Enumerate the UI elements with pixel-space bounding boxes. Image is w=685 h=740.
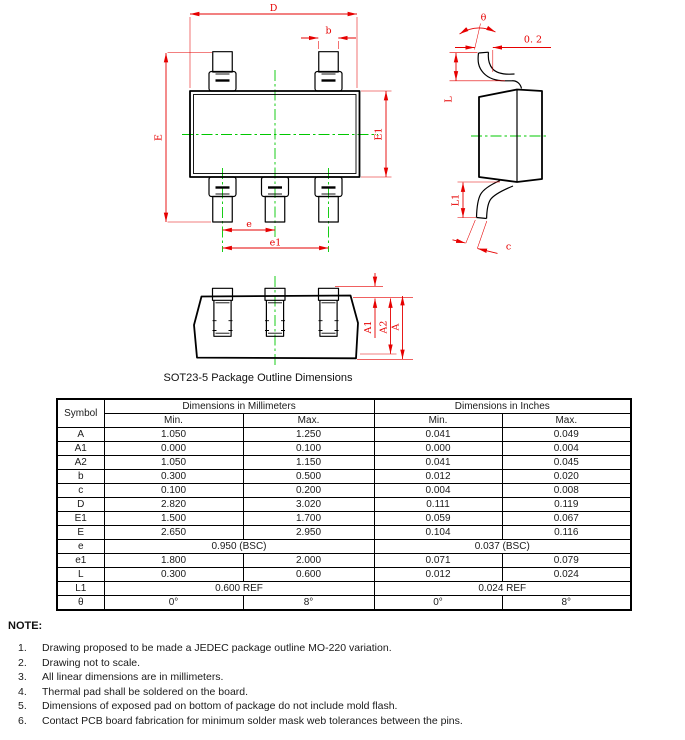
value-cell-span: 0.950 (BSC) — [104, 540, 374, 554]
symbol-cell: c — [57, 484, 104, 498]
value-cell: 1.050 — [104, 428, 243, 442]
dim-label-c: c — [505, 241, 512, 253]
note-text: All linear dimensions are in millimeters. — [42, 671, 224, 684]
symbol-cell: A2 — [57, 456, 104, 470]
value-cell: 0.500 — [243, 470, 374, 484]
note-item — [18, 714, 463, 729]
top-pin-left — [209, 52, 236, 91]
table-row — [57, 526, 631, 540]
table-row — [57, 442, 631, 456]
value-cell: 0.067 — [502, 512, 631, 526]
table-row — [57, 484, 631, 498]
table-row — [57, 428, 631, 442]
note-text: Drawing not to scale. — [42, 656, 141, 669]
note-item — [18, 641, 463, 656]
dim-label-A2: A2 — [378, 320, 390, 334]
value-cell: 1.500 — [104, 512, 243, 526]
dim-label-L: L — [443, 96, 455, 103]
note-item — [18, 685, 463, 700]
value-cell: 0.000 — [374, 442, 502, 456]
value-cell: 0.045 — [502, 456, 631, 470]
dim-label-L1: L1 — [450, 193, 462, 207]
value-cell: 0.020 — [502, 470, 631, 484]
value-cell: 1.800 — [104, 554, 243, 568]
note-number: 6. — [18, 714, 27, 727]
value-cell: 1.050 — [104, 456, 243, 470]
value-cell: 0.104 — [374, 526, 502, 540]
value-cell: 3.020 — [243, 498, 374, 512]
table-row — [57, 498, 631, 512]
symbol-cell: A1 — [57, 442, 104, 456]
table-row — [57, 554, 631, 568]
dim-line-c — [453, 240, 466, 243]
table-subheader-row — [57, 414, 631, 428]
value-cell: 0° — [374, 596, 502, 611]
value-cell: 0.079 — [502, 554, 631, 568]
symbol-cell: L1 — [57, 582, 104, 596]
symbol-cell: θ — [57, 596, 104, 611]
value-cell: 0.004 — [374, 484, 502, 498]
header-in-min: Min. — [374, 414, 502, 428]
value-cell: 1.250 — [243, 428, 374, 442]
dim-label-E: E — [153, 134, 165, 141]
value-cell: 0.012 — [374, 470, 502, 484]
value-cell-span: 0.037 (BSC) — [374, 540, 631, 554]
header-mm-max: Max. — [243, 414, 374, 428]
value-cell: 0.100 — [104, 484, 243, 498]
value-cell: 0.116 — [502, 526, 631, 540]
table-row — [57, 456, 631, 470]
note-item — [18, 699, 463, 714]
value-cell: 0.000 — [104, 442, 243, 456]
symbol-cell: A — [57, 428, 104, 442]
symbol-cell: E — [57, 526, 104, 540]
value-cell: 0.300 — [104, 568, 243, 582]
dim-label-gauge: 0. 2 — [523, 34, 543, 46]
symbol-cell: e1 — [57, 554, 104, 568]
note-text: Drawing proposed to be made a JEDEC package outline MO-220 variation. — [42, 642, 392, 654]
header-in-group: Dimensions in Inches — [374, 399, 631, 414]
table-row — [57, 540, 631, 554]
table-row — [57, 568, 631, 582]
value-cell: 8° — [243, 596, 374, 611]
value-cell: 1.700 — [243, 512, 374, 526]
side-view — [444, 13, 552, 254]
value-cell-span: 0.024 REF — [374, 582, 631, 596]
value-cell: 0.049 — [502, 428, 631, 442]
value-cell: 0.004 — [502, 442, 631, 456]
note-item — [18, 670, 463, 685]
note-number: 2. — [18, 656, 27, 669]
header-mm-group: Dimensions in Millimeters — [104, 399, 374, 414]
value-cell: 2.650 — [104, 526, 243, 540]
notes-heading: NOTE: — [8, 620, 43, 632]
value-cell: 0.012 — [374, 568, 502, 582]
value-cell: 0.008 — [502, 484, 631, 498]
note-item — [18, 656, 463, 671]
header-in-max: Max. — [502, 414, 631, 428]
value-cell: 0.119 — [502, 498, 631, 512]
value-cell: 0.200 — [243, 484, 374, 498]
value-cell: 2.820 — [104, 498, 243, 512]
table-row — [57, 470, 631, 484]
dim-label-theta: θ — [480, 12, 487, 24]
table-header-row — [57, 399, 631, 414]
value-cell: 0.600 — [243, 568, 374, 582]
dim-label-e: e — [246, 219, 252, 230]
front-body-outline — [194, 296, 358, 359]
header-symbol: Symbol — [57, 399, 104, 428]
note-number: 3. — [18, 671, 27, 684]
dim-label-b: b — [325, 25, 332, 37]
value-cell: 1.150 — [243, 456, 374, 470]
value-cell: 2.000 — [243, 554, 374, 568]
symbol-cell: E1 — [57, 512, 104, 526]
value-cell: 0.024 — [502, 568, 631, 582]
note-text: Thermal pad shall be soldered on the board. — [42, 685, 249, 698]
note-number: 5. — [18, 700, 27, 713]
note-text: Dimensions of exposed pad on bottom of package do not include mold flash. — [42, 700, 398, 713]
top-pin-right — [315, 52, 342, 91]
front-view — [194, 273, 413, 365]
value-cell: 0.041 — [374, 456, 502, 470]
dim-label-A: A — [390, 323, 402, 331]
drawing-caption: SOT23-5 Package Outline Dimensions — [163, 372, 353, 384]
symbol-cell: b — [57, 470, 104, 484]
value-cell-span: 0.600 REF — [104, 582, 374, 596]
table-row — [57, 596, 631, 611]
value-cell: 0° — [104, 596, 243, 611]
value-cell: 0.300 — [104, 470, 243, 484]
note-number: 1. — [18, 642, 27, 654]
table-row — [57, 512, 631, 526]
symbol-cell: D — [57, 498, 104, 512]
notes-section — [18, 641, 463, 729]
side-top-lead — [478, 52, 521, 88]
note-number: 4. — [18, 685, 27, 698]
note-text: Contact PCB board fabrication for minimum solder mask web tolerances between the pins. — [42, 714, 463, 727]
symbol-cell: e — [57, 540, 104, 554]
side-bottom-lead — [477, 181, 514, 219]
dim-label-D: D — [269, 3, 278, 14]
dimensions-table — [56, 398, 632, 611]
dim-label-A1: A1 — [363, 320, 374, 334]
value-cell: 0.041 — [374, 428, 502, 442]
value-cell: 8° — [502, 596, 631, 611]
symbol-cell: L — [57, 568, 104, 582]
top-view — [154, 3, 392, 252]
dim-label-e1: e1 — [269, 237, 282, 249]
header-mm-min: Min. — [104, 414, 243, 428]
value-cell: 0.059 — [374, 512, 502, 526]
value-cell: 0.071 — [374, 554, 502, 568]
table-row — [57, 582, 631, 596]
dim-arc-theta — [460, 28, 496, 34]
value-cell: 0.111 — [374, 498, 502, 512]
value-cell: 2.950 — [243, 526, 374, 540]
value-cell: 0.100 — [243, 442, 374, 456]
dim-label-E1: E1 — [373, 127, 385, 141]
